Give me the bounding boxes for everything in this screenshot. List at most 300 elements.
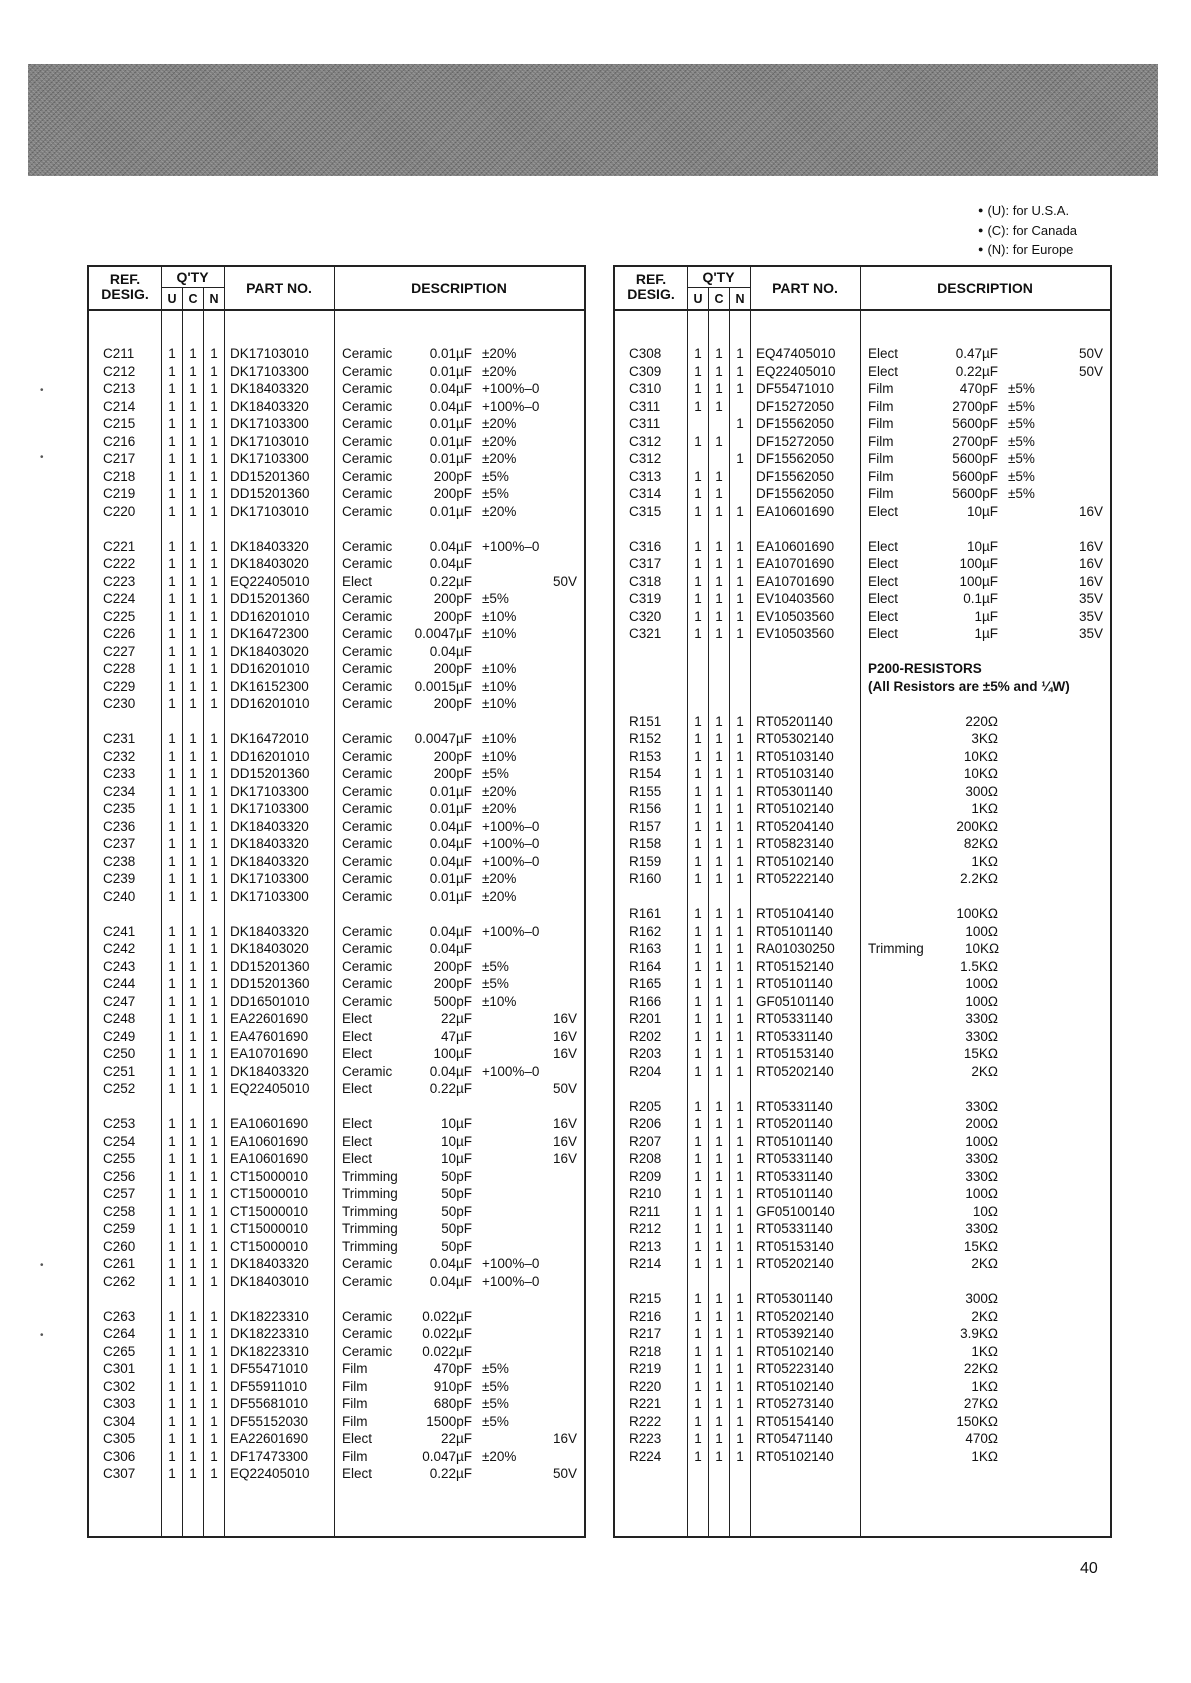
ref-desig: C302 [103, 1378, 136, 1394]
desc-voltage: 16V [1078, 556, 1103, 571]
qty-c: 1 [715, 871, 723, 886]
ref-desig: C215 [103, 416, 136, 431]
qty-n: 1 [736, 1046, 744, 1061]
desc-value: 200pF [433, 591, 472, 606]
part-number: DK18403320 [230, 398, 309, 414]
desc-value: 0.01µF [429, 801, 472, 816]
desc-value: 1KΩ [971, 1448, 998, 1464]
qty-n: 1 [736, 766, 744, 781]
desc-value: 10µF [966, 503, 998, 519]
desc-type: Ceramic [342, 836, 393, 851]
part-number: DK17103300 [230, 451, 309, 466]
desc-tolerance: ±5% [482, 976, 509, 991]
desc-value: 1.5KΩ [960, 958, 998, 974]
qty-u: 1 [168, 1273, 176, 1289]
qty-n: 1 [210, 1361, 218, 1376]
desc-value: 10KΩ [963, 748, 998, 764]
part-number: EA10701690 [756, 573, 835, 589]
qty-c: 1 [715, 1116, 723, 1131]
qty-u: 1 [694, 1151, 702, 1166]
desc-type: Ceramic [342, 976, 393, 991]
part-number: RT05302140 [756, 731, 834, 746]
desc-value: 0.04µF [429, 538, 472, 554]
table-row [615, 1378, 1114, 1396]
qty-u: 1 [168, 1063, 176, 1079]
desc-value: 15KΩ [963, 1046, 998, 1061]
part-number: EQ22405010 [230, 1081, 310, 1096]
desc-type: Trimming [342, 1168, 398, 1184]
qty-u: 1 [168, 416, 176, 431]
desc-value: 2KΩ [971, 1308, 998, 1324]
desc-type: Ceramic [342, 486, 393, 501]
part-number: EV10403560 [756, 591, 835, 606]
desc-tolerance: ±20% [482, 451, 517, 466]
ref-desig: C250 [103, 1046, 136, 1061]
qty-n: 1 [210, 766, 218, 781]
part-number: DK18403320 [230, 538, 309, 554]
qty-n: 1 [210, 1273, 218, 1289]
part-number: DF55681010 [230, 1396, 309, 1411]
desc-type: Elect [342, 1011, 373, 1026]
table-row [89, 1028, 588, 1046]
qty-c: 1 [715, 1151, 723, 1166]
desc-value: 0.1µF [963, 591, 998, 606]
ref-desig: C307 [103, 1466, 136, 1481]
legend-usa: ● (U): for U.S.A. [978, 202, 1077, 222]
qty-c: 1 [189, 591, 197, 606]
desc-type: Ceramic [342, 363, 393, 379]
table-row [89, 975, 588, 993]
desc-value: 0.0015µF [414, 678, 472, 694]
ref-desig: C213 [103, 381, 136, 396]
qty-u: 1 [694, 1116, 702, 1131]
qty-u: 1 [694, 1291, 702, 1306]
desc-type: Elect [868, 503, 899, 519]
part-number: DK18223310 [230, 1308, 309, 1324]
table-row [615, 940, 1114, 958]
ref-desig: R159 [629, 853, 662, 869]
desc-value: 200pF [433, 976, 472, 991]
qty-c: 1 [189, 643, 197, 659]
qty-n: 1 [210, 1081, 218, 1096]
qty-u: 1 [168, 626, 176, 641]
qty-c: 1 [189, 976, 197, 991]
qty-n: 1 [210, 503, 218, 519]
qty-n: 1 [736, 1448, 744, 1464]
part-number: DD16201010 [230, 661, 310, 676]
part-number: EA10601690 [756, 538, 835, 554]
desc-tolerance: ±10% [482, 696, 517, 711]
desc-value: 100KΩ [956, 906, 998, 921]
desc-value: 0.01µF [429, 416, 472, 431]
desc-value: 100Ω [965, 923, 998, 939]
qty-c: 1 [715, 503, 723, 519]
qty-n: 1 [210, 1221, 218, 1236]
desc-type: Elect [342, 1431, 373, 1446]
desc-tolerance: ±5% [482, 591, 509, 606]
qty-u: 1 [694, 608, 702, 624]
desc-type: Ceramic [342, 626, 393, 641]
desc-type: Ceramic [342, 1343, 393, 1359]
ref-desig: C221 [103, 538, 136, 554]
desc-value: 0.01µF [429, 783, 472, 799]
table-row [615, 380, 1114, 398]
desc-voltage: 16V [1078, 538, 1103, 554]
desc-voltage: 50V [1078, 363, 1103, 379]
desc-value: 330Ω [965, 1098, 998, 1114]
qty-n: 1 [210, 556, 218, 571]
qty-u: 1 [694, 433, 702, 449]
qty-u: 1 [694, 1028, 702, 1044]
desc-type: Ceramic [342, 433, 393, 449]
desc-value: 0.01µF [429, 433, 472, 449]
desc-voltage: 16V [552, 1011, 577, 1026]
qty-c: 1 [715, 556, 723, 571]
legend-europe: ● (N): for Europe [978, 241, 1077, 261]
desc-type: Trimming [342, 1221, 398, 1236]
part-number: DK17103010 [230, 346, 309, 361]
desc-tolerance: +100%–0 [482, 853, 540, 869]
table-row [615, 783, 1114, 801]
table-row [615, 345, 1114, 363]
qty-n: 1 [210, 748, 218, 764]
qty-u: 1 [168, 818, 176, 834]
part-number: DD16201010 [230, 748, 310, 764]
qty-n: 1 [210, 1203, 218, 1219]
resistor-section-title: P200-RESISTORS [868, 661, 982, 676]
qty-c: 1 [189, 608, 197, 624]
part-number: DD16201010 [230, 696, 310, 711]
qty-n: 1 [210, 976, 218, 991]
qty-u: 1 [168, 1011, 176, 1026]
desc-value: 50pF [441, 1186, 472, 1201]
desc-type: Trimming [342, 1186, 398, 1201]
table-row [89, 1115, 588, 1133]
qty-n: 1 [736, 923, 744, 939]
qty-n: 1 [210, 801, 218, 816]
ref-desig: R156 [629, 801, 662, 816]
ref-desig: R203 [629, 1046, 662, 1061]
qty-u: 1 [168, 1168, 176, 1184]
qty-n: 1 [210, 661, 218, 676]
part-number: RT05301140 [756, 783, 833, 799]
ref-desig: R154 [629, 766, 662, 781]
qty-c: 1 [715, 713, 723, 729]
qty-u: 1 [168, 468, 176, 484]
part-number: EA47601690 [230, 1028, 309, 1044]
qty-u: 1 [168, 871, 176, 886]
ref-desig: R207 [629, 1133, 662, 1149]
desc-type: Ceramic [342, 1326, 393, 1341]
table-row [89, 660, 588, 678]
desc-type: Ceramic [342, 871, 393, 886]
desc-voltage: 16V [552, 1133, 577, 1149]
desc-type: Film [342, 1413, 368, 1429]
part-number: CT15000010 [230, 1221, 309, 1236]
desc-value: 200pF [433, 608, 472, 624]
qty-c: 1 [189, 993, 197, 1009]
part-number: EA22601690 [230, 1011, 309, 1026]
table-row [615, 363, 1114, 381]
table-row [89, 433, 588, 451]
qty-c: 1 [189, 661, 197, 676]
desc-value: 10µF [440, 1151, 472, 1166]
ref-desig: C317 [629, 556, 662, 571]
part-number: DF15562050 [756, 451, 835, 466]
desc-tolerance: +100%–0 [482, 381, 540, 396]
desc-value: 10µF [966, 538, 998, 554]
part-number: DK17103010 [230, 433, 309, 449]
table-row [89, 1413, 588, 1431]
part-number: GF05100140 [756, 1203, 835, 1219]
qty-c: 1 [715, 608, 723, 624]
desc-type: Ceramic [342, 923, 393, 939]
qty-u: 1 [168, 538, 176, 554]
qty-u: 1 [694, 1396, 702, 1411]
ref-desig: R202 [629, 1028, 662, 1044]
qty-u: 1 [168, 1378, 176, 1394]
qty-n: 1 [210, 1326, 218, 1341]
qty-n: 1 [210, 993, 218, 1009]
qty-u: 1 [694, 1186, 702, 1201]
qty-n: 1 [210, 1431, 218, 1446]
part-number: RT05101140 [756, 1133, 833, 1149]
qty-n: 1 [736, 1256, 744, 1271]
qty-n: 1 [736, 626, 744, 641]
qty-n: 1 [210, 836, 218, 851]
table-row [615, 1203, 1114, 1221]
ref-desig: R216 [629, 1308, 662, 1324]
ref-desig: C241 [103, 923, 136, 939]
qty-n: 1 [736, 801, 744, 816]
desc-value: 470Ω [965, 1431, 998, 1446]
ref-desig: C316 [629, 538, 662, 554]
qty-u: 1 [694, 1063, 702, 1079]
qty-n: 1 [736, 416, 744, 431]
desc-type: Ceramic [342, 451, 393, 466]
desc-tolerance: ±20% [482, 801, 517, 816]
part-number: EQ22405010 [756, 363, 836, 379]
part-number: DK18403320 [230, 381, 309, 396]
desc-value: 10KΩ [963, 766, 998, 781]
desc-value: 0.04µF [429, 923, 472, 939]
ref-desig: C308 [629, 346, 662, 361]
desc-value: 300Ω [965, 1291, 998, 1306]
qty-c: 1 [715, 468, 723, 484]
qty-c: 1 [189, 573, 197, 589]
desc-type: Film [342, 1396, 368, 1411]
qty-u: 1 [168, 1396, 176, 1411]
qty-u: 1 [694, 976, 702, 991]
table-row [615, 1133, 1114, 1151]
part-number: DD15201360 [230, 468, 310, 484]
ref-desig: C220 [103, 503, 136, 519]
ref-desig: C312 [629, 451, 662, 466]
table-row [89, 1343, 588, 1361]
table-row [89, 853, 588, 871]
part-number: EA10601690 [230, 1151, 309, 1166]
desc-voltage: 50V [552, 573, 577, 589]
qty-c: 1 [715, 1396, 723, 1411]
ref-desig: C235 [103, 801, 136, 816]
qty-u: 1 [694, 346, 702, 361]
qty-u: 1 [168, 556, 176, 571]
qty-c: 1 [715, 1361, 723, 1376]
table-row [615, 835, 1114, 853]
qty-u: 1 [168, 398, 176, 414]
qty-n: 1 [736, 748, 744, 764]
part-number: RT05823140 [756, 836, 834, 851]
qty-n: 1 [736, 381, 744, 396]
qty-n: 1 [736, 363, 744, 379]
qty-c: 1 [715, 381, 723, 396]
part-number: EA22601690 [230, 1431, 309, 1446]
table-row [89, 1308, 588, 1326]
qty-u: 1 [168, 836, 176, 851]
qty-n: 1 [736, 1431, 744, 1446]
desc-value: 1KΩ [971, 1343, 998, 1359]
desc-value: 1µF [974, 626, 998, 641]
part-number: DK18403320 [230, 1063, 309, 1079]
margin-dot: • [40, 385, 44, 396]
qty-n: 1 [210, 923, 218, 939]
ref-desig: C219 [103, 486, 136, 501]
ref-desig: C236 [103, 818, 136, 834]
table-row [615, 433, 1114, 451]
qty-n: 1 [736, 1291, 744, 1306]
qty-n: 1 [736, 731, 744, 746]
desc-value: 100µF [433, 1046, 472, 1061]
ref-desig: C249 [103, 1028, 136, 1044]
qty-u: 1 [694, 1326, 702, 1341]
desc-type: Film [868, 381, 894, 396]
desc-type: Elect [342, 1151, 373, 1166]
qty-c: 1 [189, 766, 197, 781]
qty-u: 1 [694, 748, 702, 764]
qty-u: 1 [168, 346, 176, 361]
qty-u: 1 [694, 1203, 702, 1219]
desc-tolerance: ±10% [482, 731, 517, 746]
qty-c: 1 [189, 1116, 197, 1131]
qty-u: 1 [694, 1221, 702, 1236]
table-row [89, 958, 588, 976]
ref-desig: C233 [103, 766, 136, 781]
ref-desig: C311 [629, 398, 661, 414]
ref-desig: R151 [629, 713, 662, 729]
part-number: RT05223140 [756, 1361, 834, 1376]
desc-voltage: 16V [552, 1431, 577, 1446]
qty-n: 1 [736, 1063, 744, 1079]
desc-value: 100Ω [965, 993, 998, 1009]
desc-value: 1KΩ [971, 801, 998, 816]
desc-type: Ceramic [342, 538, 393, 554]
part-number: RT05331140 [756, 1151, 833, 1166]
part-number: DF17473300 [230, 1448, 309, 1464]
table-row [89, 450, 588, 468]
desc-value: 50pF [441, 1221, 472, 1236]
ref-desig: C242 [103, 941, 136, 956]
qty-u: 1 [694, 818, 702, 834]
qty-n: 1 [736, 906, 744, 921]
table-row [89, 1010, 588, 1028]
desc-value: 0.04µF [429, 836, 472, 851]
desc-type: Elect [868, 346, 899, 361]
part-number: EA10601690 [230, 1116, 309, 1131]
qty-u: 1 [168, 696, 176, 711]
desc-value: 500pF [433, 993, 472, 1009]
qty-c: 1 [189, 1011, 197, 1026]
qty-c: 1 [189, 836, 197, 851]
qty-n: 1 [736, 1413, 744, 1429]
ref-desig: C261 [103, 1256, 136, 1271]
qty-c: 1 [189, 1151, 197, 1166]
ref-desig: C237 [103, 836, 136, 851]
qty-c: 1 [715, 591, 723, 606]
qty-n: 1 [210, 818, 218, 834]
ref-desig: C254 [103, 1133, 136, 1149]
table-row [89, 1203, 588, 1221]
desc-tolerance: 10KΩ [965, 941, 1000, 956]
ref-desig: C256 [103, 1168, 136, 1184]
desc-tolerance: ±5% [482, 1396, 509, 1411]
desc-type: Ceramic [342, 748, 393, 764]
qty-n: 1 [736, 591, 744, 606]
part-number: EA10701690 [230, 1046, 309, 1061]
desc-type: Ceramic [342, 608, 393, 624]
table-row [615, 853, 1114, 871]
part-number: DD15201360 [230, 958, 310, 974]
table-row [89, 1465, 588, 1483]
part-number: DK17103010 [230, 503, 309, 519]
ref-desig: C248 [103, 1011, 136, 1026]
part-number: DK18403020 [230, 941, 309, 956]
part-number: RT05202140 [756, 1256, 834, 1271]
part-number: EA10701690 [756, 556, 835, 571]
desc-tolerance: ±5% [1008, 398, 1035, 414]
desc-value: 300Ω [965, 783, 998, 799]
desc-value: 50pF [441, 1203, 472, 1219]
table-row [89, 1220, 588, 1238]
qty-u: 1 [168, 381, 176, 396]
qty-n: 1 [210, 486, 218, 501]
qty-u: 1 [168, 1028, 176, 1044]
desc-type: Ceramic [342, 818, 393, 834]
ref-desig: R219 [629, 1361, 662, 1376]
qty-n: 1 [210, 381, 218, 396]
ref-desig: R223 [629, 1431, 662, 1446]
table-row [89, 923, 588, 941]
desc-type: Ceramic [342, 381, 393, 396]
qty-c: 1 [715, 1063, 723, 1079]
qty-u: 1 [168, 766, 176, 781]
desc-tolerance: ±10% [482, 678, 517, 694]
qty-c: 1 [189, 433, 197, 449]
qty-u: 1 [694, 381, 702, 396]
qty-n: 1 [736, 1151, 744, 1166]
table-row [615, 1360, 1114, 1378]
desc-value: 330Ω [965, 1221, 998, 1236]
ref-desig: R155 [629, 783, 662, 799]
table-row [615, 1325, 1114, 1343]
qty-u: 1 [168, 1361, 176, 1376]
ref-desig: C239 [103, 871, 136, 886]
table-row [615, 1115, 1114, 1133]
qty-c: 1 [189, 1343, 197, 1359]
qty-u: 1 [168, 451, 176, 466]
desc-value: 0.0047µF [414, 731, 472, 746]
qty-u: 1 [168, 1186, 176, 1201]
desc-value: 150KΩ [956, 1413, 998, 1429]
